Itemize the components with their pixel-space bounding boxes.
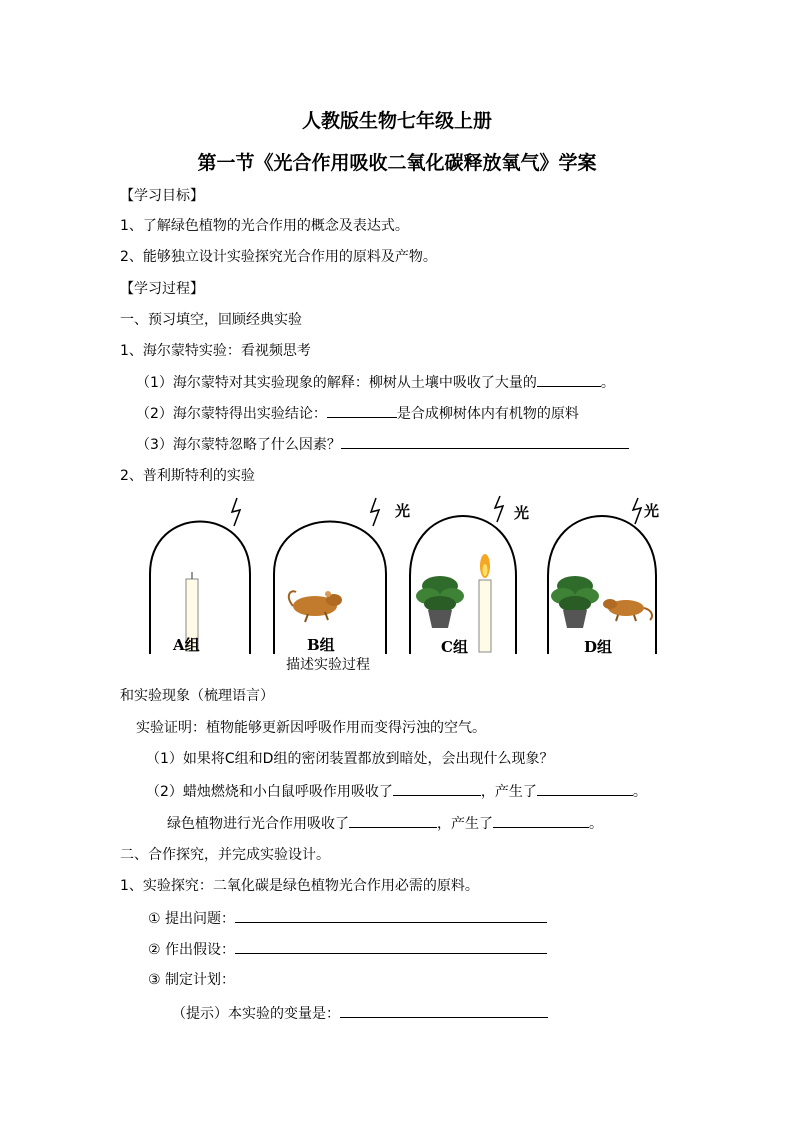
light-bolt-icon bbox=[633, 498, 641, 524]
experiment-2-title: 2、普利斯特利的实验 bbox=[120, 468, 255, 484]
step-3: ③ 制定计划： bbox=[148, 972, 236, 988]
hint-line bbox=[172, 1003, 548, 1024]
goal-1: 1、了解绿色植物的光合作用的概念及表达式。 bbox=[120, 218, 409, 234]
question-text: 绿色植物进行光合作用吸收了 bbox=[167, 816, 349, 832]
mouse-b bbox=[289, 591, 342, 622]
question-text: （2）蜡烛燃烧和小白鼠呼吸作用吸收了 bbox=[146, 784, 393, 800]
experiment-1-question-2 bbox=[136, 403, 579, 424]
answer-blank[interactable] bbox=[537, 372, 601, 387]
answer-blank[interactable] bbox=[235, 908, 547, 923]
experiment-1-question-1 bbox=[136, 372, 615, 393]
light-bolt-icon bbox=[495, 496, 503, 522]
phenomenon-text: 和实验现象（梳理语言） bbox=[120, 688, 274, 704]
group-label-d: D组 bbox=[584, 638, 613, 656]
figure-caption: 描述实验过程 bbox=[286, 657, 370, 673]
light-label-c: 光 bbox=[514, 504, 530, 522]
group-label-c: C组 bbox=[441, 638, 468, 656]
inquiry-title: 1、实验探究：二氧化碳是绿色植物光合作用必需的原料。 bbox=[120, 878, 479, 894]
answer-blank[interactable] bbox=[235, 939, 547, 954]
question-text: ，产生了 bbox=[480, 784, 537, 800]
experiment-1-question-3 bbox=[136, 434, 629, 455]
question-text: （1）海尔蒙特对其实验现象的解释：柳树从土壤中吸收了大量的 bbox=[136, 375, 537, 391]
bell-jar-a bbox=[150, 522, 250, 655]
light-label-b: 光 bbox=[395, 502, 411, 520]
candle-c bbox=[479, 554, 491, 652]
light-bolt-icon bbox=[232, 498, 240, 526]
section-2-title: 二、合作探究，并完成实验设计。 bbox=[120, 847, 330, 863]
page-title: 人教版生物七年级上册 bbox=[301, 110, 492, 132]
process-header: 【学习过程】 bbox=[120, 281, 204, 297]
step-2 bbox=[148, 939, 547, 960]
question-2 bbox=[146, 781, 647, 802]
question-text: （2）海尔蒙特得出实验结论： bbox=[136, 406, 327, 422]
question-end: 。 bbox=[632, 784, 647, 800]
page-subtitle: 第一节《光合作用吸收二氧化碳释放氧气》学案 bbox=[197, 152, 597, 174]
answer-blank[interactable] bbox=[393, 781, 481, 796]
plant-c bbox=[416, 576, 464, 628]
answer-blank[interactable] bbox=[327, 403, 397, 418]
answer-blank[interactable] bbox=[341, 434, 629, 449]
plant-d bbox=[551, 576, 599, 628]
step-text: ① 提出问题： bbox=[148, 911, 236, 927]
question-text: （3）海尔蒙特忽略了什么因素？ bbox=[136, 437, 341, 453]
proof-text: 实验证明：植物能够更新因呼吸作用而变得污浊的空气。 bbox=[136, 720, 486, 736]
answer-blank[interactable] bbox=[493, 813, 589, 828]
question-end: 。 bbox=[589, 816, 603, 832]
answer-blank[interactable] bbox=[340, 1003, 548, 1018]
answer-blank[interactable] bbox=[349, 813, 437, 828]
hint-text: （提示）本实验的变量是： bbox=[172, 1006, 340, 1022]
question-1: （1）如果将C组和D组的密闭装置都放到暗处，会出现什么现象？ bbox=[146, 751, 554, 767]
light-label-d: 光 bbox=[644, 502, 660, 520]
question-text: ，产生了 bbox=[437, 816, 493, 832]
step-text: ② 作出假设： bbox=[148, 942, 236, 958]
answer-blank[interactable] bbox=[537, 781, 633, 796]
question-end: 。 bbox=[600, 375, 615, 391]
mouse-d bbox=[603, 599, 652, 621]
step-1 bbox=[148, 908, 547, 929]
light-bolt-icon bbox=[371, 498, 379, 526]
group-label-b: B组 bbox=[307, 636, 335, 654]
question-text-end: 是合成柳树体内有机物的原料 bbox=[396, 406, 579, 422]
experiment-1-title: 1、海尔蒙特实验：看视频思考 bbox=[120, 343, 311, 359]
question-3 bbox=[167, 813, 603, 834]
group-label-a: A组 bbox=[173, 636, 200, 654]
section-1-title: 一、预习填空，回顾经典实验 bbox=[120, 312, 302, 328]
goal-2: 2、能够独立设计实验探究光合作用的原料及产物。 bbox=[120, 249, 437, 265]
goals-header: 【学习目标】 bbox=[120, 188, 204, 204]
